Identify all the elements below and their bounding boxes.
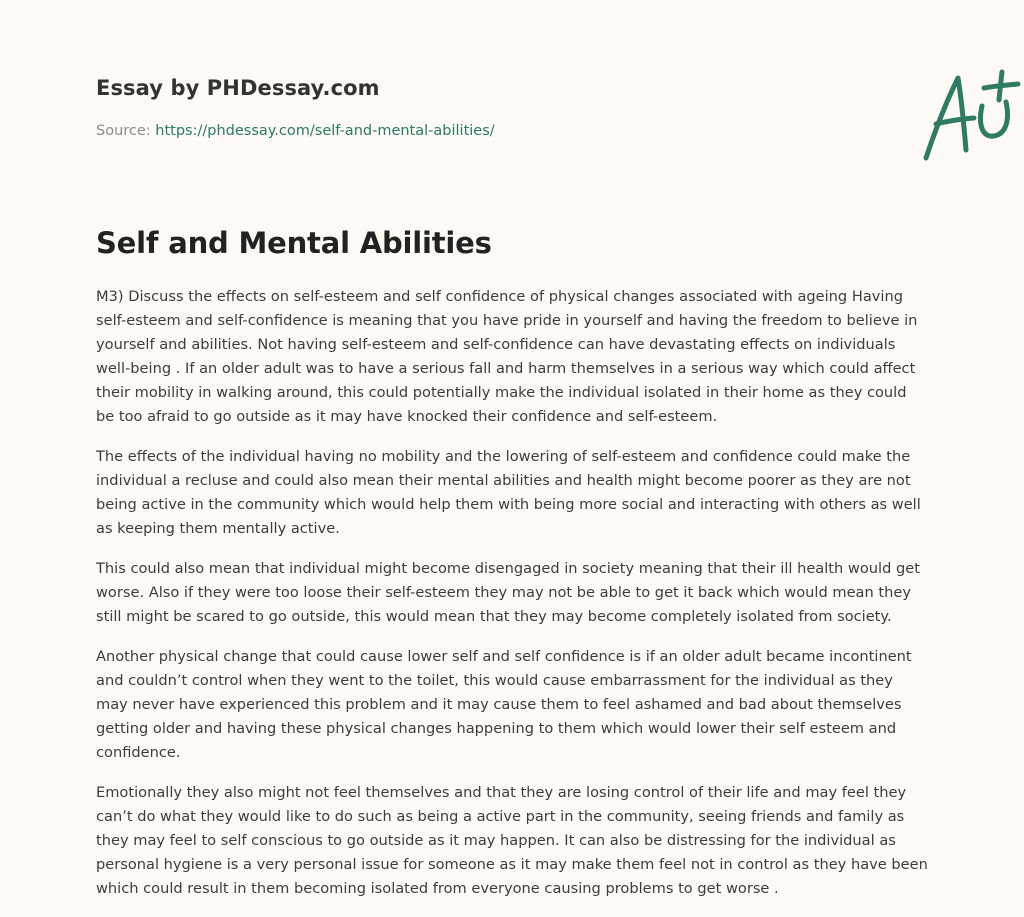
- essay-title: Self and Mental Abilities: [96, 226, 492, 260]
- source-link[interactable]: https://phdessay.com/self-and-mental-abilities/: [155, 123, 495, 139]
- source-label: Source:: [96, 123, 151, 139]
- essay-paragraph: Another physical change that could cause lower self and self confidence is if an older adult became incontinent and couldn’t control when they went to the toilet, this would cause embarrassment for the individual as they may never have experienced this problem and it may cause them to feel ashamed and bad about themselves getting older and having these physical changes happening to them which would lower their self esteem and confidence.: [96, 648, 912, 761]
- site-title: Essay by PHDessay.com: [96, 76, 380, 100]
- essay-body: [96, 285, 928, 917]
- essay-paragraph: This could also mean that individual might become disengaged in society meaning that their ill health would get worse. Also if they were too loose their self-esteem they may not be able to get it back which would mean they still might be scared to go outside, this would mean that they may become completely isolated from society.: [96, 560, 920, 625]
- essay-paragraph: Emotionally they also might not feel themselves and that they are losing control of their life and may feel they can’t do what they would like to do such as being a active part in the community, seeing friends and family as they may feel to self conscious to go outside as it may happen. It can also be distressing for the individual as personal hygiene is a very personal issue for someone as it may make them feel not in control as they have been which could result in them becoming isolated from everyone causing problems to get worse .: [96, 784, 928, 897]
- essay-paragraph: M3) Discuss the effects on self-esteem and self confidence of physical changes associated with ageing Having self-esteem and self-confidence is meaning that you have pride in yourself and having the freedom to believe in yourself and abilities. Not having self-esteem and self-confidence can have devastating effects on individuals well-being . If an older adult was to have a serious fall and harm themselves in a serious way which could affect their mobility in walking around, this could potentially make the individual isolated in their home as they could be too afraid to go outside as it may have knocked their confidence and self-esteem.: [96, 288, 918, 425]
- essay-paragraph: The effects of the individual having no mobility and the lowering of self-esteem and confidence could make the individual a recluse and could also mean their mental abilities and health might become poorer as they are not being active in the community which would help them with being more social and interacting with others as well as keeping them mentally active.: [96, 448, 921, 537]
- a-plus-grade-icon: [914, 66, 1024, 164]
- source-line: [96, 123, 495, 139]
